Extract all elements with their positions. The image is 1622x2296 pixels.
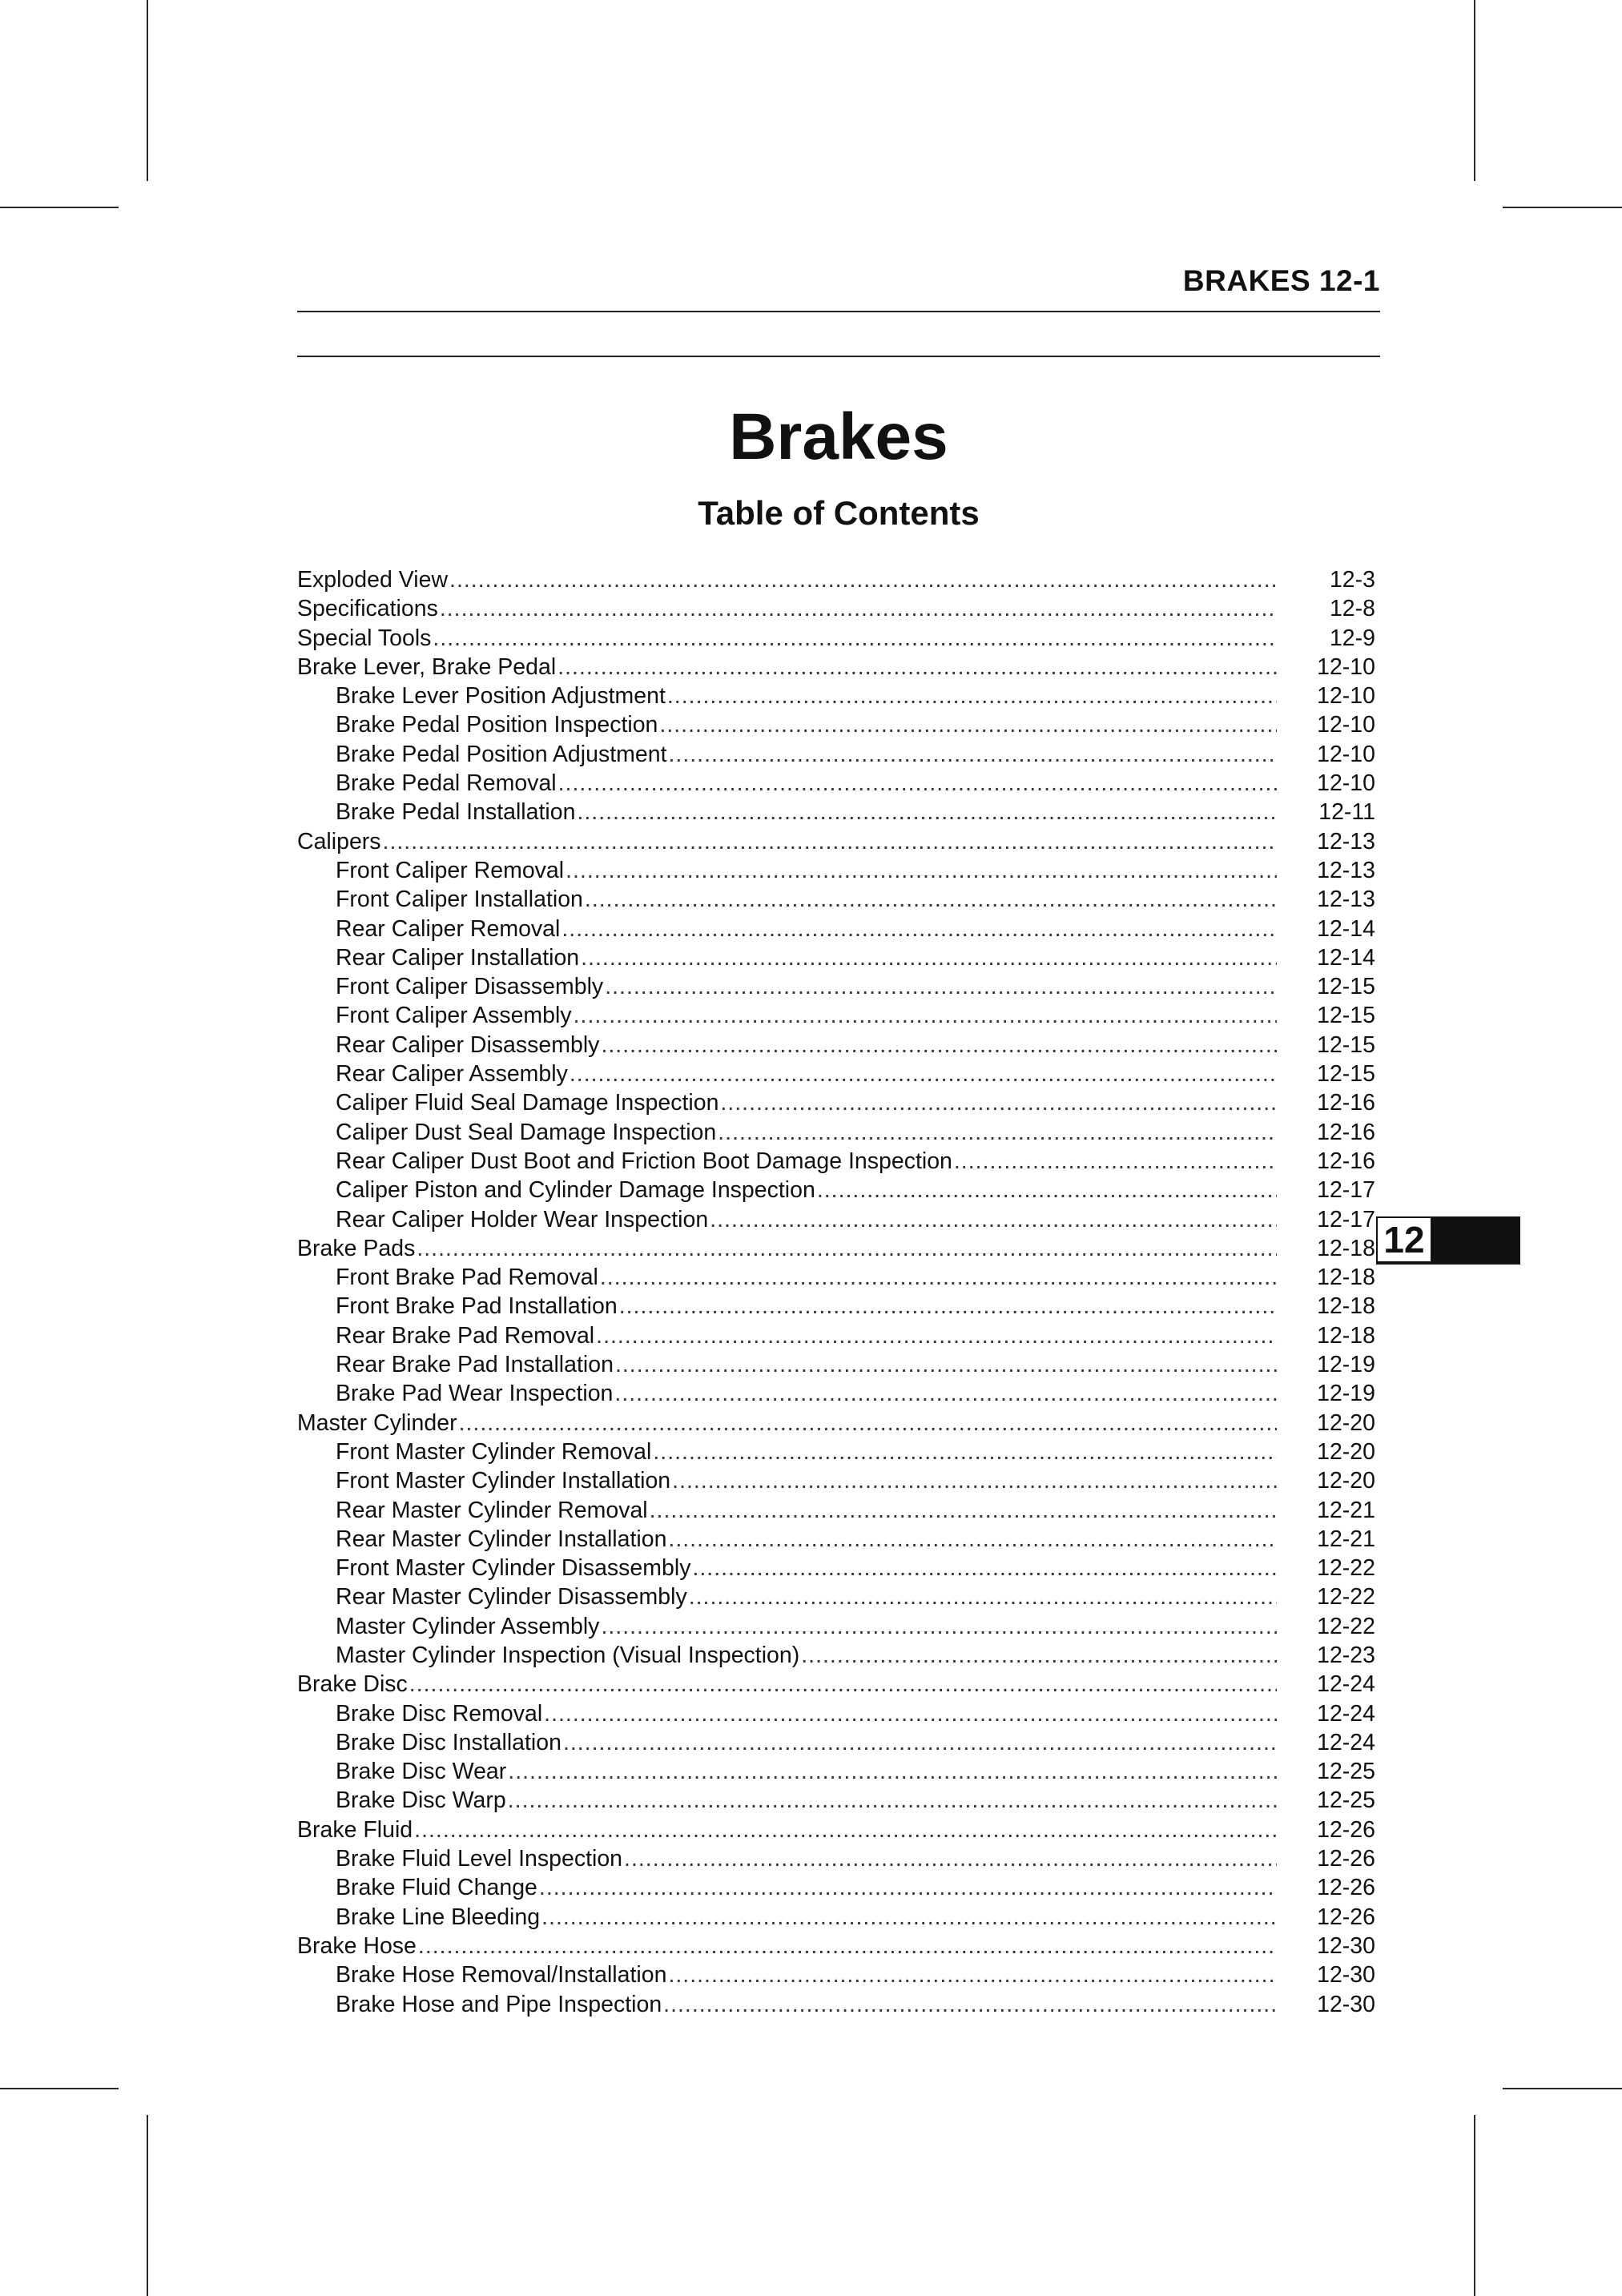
toc-entry-left bbox=[297, 1903, 1277, 1932]
toc-dot-leader bbox=[596, 1321, 1277, 1350]
toc-dot-leader bbox=[570, 1060, 1277, 1088]
toc-dot-leader bbox=[668, 1960, 1277, 1989]
toc-entry-page-number: 12-21 bbox=[1317, 1497, 1375, 1523]
toc-entry-left bbox=[297, 1641, 1277, 1670]
toc-entry[interactable] bbox=[297, 682, 1375, 710]
toc-entry-left bbox=[297, 856, 1277, 885]
toc-entry-label: Front Caliper Installation bbox=[336, 887, 583, 913]
toc-dot-leader bbox=[541, 1903, 1277, 1932]
toc-dot-leader bbox=[801, 1641, 1277, 1670]
toc-dot-leader bbox=[574, 1001, 1277, 1030]
toc-entry-label: Brake Pedal Installation bbox=[336, 799, 576, 826]
toc-entry-label: Rear Brake Pad Installation bbox=[336, 1352, 614, 1378]
toc-entry[interactable] bbox=[297, 1932, 1375, 1960]
toc-entry[interactable] bbox=[297, 915, 1375, 943]
toc-entry[interactable] bbox=[297, 827, 1375, 856]
toc-entry[interactable] bbox=[297, 943, 1375, 972]
toc-entry[interactable] bbox=[297, 1263, 1375, 1292]
toc-entry-left bbox=[297, 740, 1277, 769]
toc-entry[interactable] bbox=[297, 1728, 1375, 1757]
toc-entry-page-number: 12-10 bbox=[1317, 653, 1375, 680]
toc-entry-page-number: 12-30 bbox=[1317, 1991, 1375, 2017]
toc-entry-left bbox=[297, 827, 1277, 856]
toc-entry-label: Brake Fluid bbox=[297, 1816, 413, 1843]
toc-dot-leader bbox=[692, 1554, 1277, 1582]
toc-entry-left bbox=[297, 1844, 1277, 1873]
toc-dot-leader bbox=[605, 972, 1277, 1001]
toc-entry-label: Front Master Cylinder Disassembly bbox=[336, 1555, 691, 1582]
toc-entry-left bbox=[297, 1409, 1277, 1438]
toc-dot-leader bbox=[409, 1670, 1277, 1699]
toc-entry-label: Front Caliper Disassembly bbox=[336, 974, 604, 1000]
toc-entry[interactable] bbox=[297, 740, 1375, 769]
toc-entry[interactable] bbox=[297, 1960, 1375, 1989]
chapter-tab-label: 12 bbox=[1378, 1218, 1431, 1261]
toc-entry[interactable] bbox=[297, 1873, 1375, 1902]
toc-entry-page-number: 12-10 bbox=[1317, 770, 1375, 797]
page-title: Brakes bbox=[729, 400, 948, 473]
toc-entry-left bbox=[297, 1554, 1277, 1582]
toc-entry[interactable] bbox=[297, 769, 1375, 798]
toc-entry-page-number: 12-22 bbox=[1317, 1584, 1375, 1610]
chapter-tab bbox=[1376, 1216, 1520, 1265]
toc-entry-page-number: 12-22 bbox=[1317, 1613, 1375, 1639]
toc-entry-label: Caliper Dust Seal Damage Inspection bbox=[336, 1119, 717, 1145]
toc-entry[interactable] bbox=[297, 1844, 1375, 1873]
toc-dot-leader bbox=[650, 1496, 1277, 1525]
toc-entry-page-number: 12-24 bbox=[1317, 1671, 1375, 1698]
toc-entry-left bbox=[297, 972, 1277, 1001]
toc-entry[interactable] bbox=[297, 798, 1375, 826]
toc-entry-label: Special Tools bbox=[297, 625, 432, 651]
toc-dot-leader bbox=[718, 1118, 1277, 1147]
toc-entry[interactable] bbox=[297, 1438, 1375, 1466]
toc-entry-left bbox=[297, 710, 1277, 739]
toc-entry[interactable] bbox=[297, 1118, 1375, 1147]
toc-entry-label: Front Caliper Assembly bbox=[336, 1003, 572, 1029]
toc-entry[interactable] bbox=[297, 1031, 1375, 1060]
toc-entry-label: Brake Pedal Position Adjustment bbox=[336, 741, 667, 767]
toc-entry[interactable] bbox=[297, 1379, 1375, 1408]
toc-entry-page-number: 12-13 bbox=[1317, 828, 1375, 854]
toc-entry-page-number: 12-3 bbox=[1329, 567, 1375, 593]
toc-entry-label: Rear Master Cylinder Installation bbox=[336, 1526, 667, 1552]
toc-entry-label: Brake Disc Installation bbox=[336, 1729, 561, 1755]
toc-entry-page-number: 12-16 bbox=[1317, 1119, 1375, 1145]
toc-dot-leader bbox=[615, 1350, 1277, 1379]
toc-entry-left bbox=[297, 1990, 1277, 2019]
toc-entry-page-number: 12-17 bbox=[1317, 1206, 1375, 1232]
toc-dot-leader bbox=[624, 1844, 1277, 1873]
toc-entry-page-number: 12-20 bbox=[1317, 1468, 1375, 1494]
toc-entry-page-number: 12-10 bbox=[1317, 683, 1375, 710]
toc-dot-leader bbox=[417, 1234, 1277, 1263]
toc-entry-label: Front Master Cylinder Installation bbox=[336, 1468, 671, 1494]
toc-entry[interactable] bbox=[297, 1292, 1375, 1321]
crop-mark-bottom-left-vertical bbox=[147, 2115, 148, 2296]
toc-entry-left bbox=[297, 1438, 1277, 1466]
title-rule bbox=[297, 356, 1380, 357]
toc-entry[interactable] bbox=[297, 1350, 1375, 1379]
toc-dot-leader bbox=[414, 1815, 1277, 1844]
toc-dot-leader bbox=[663, 1990, 1277, 2019]
toc-entry-left bbox=[297, 1612, 1277, 1641]
toc-entry-left bbox=[297, 1321, 1277, 1350]
toc-entry-left bbox=[297, 1031, 1277, 1060]
toc-entry-left bbox=[297, 653, 1277, 682]
toc-dot-leader bbox=[508, 1757, 1277, 1786]
toc-entry-page-number: 12-20 bbox=[1317, 1438, 1375, 1465]
toc-entry[interactable] bbox=[297, 565, 1375, 594]
toc-entry-page-number: 12-18 bbox=[1317, 1235, 1375, 1261]
toc-entry-left bbox=[297, 885, 1277, 914]
toc-entry-page-number: 12-30 bbox=[1317, 1962, 1375, 1988]
toc-entry-left bbox=[297, 769, 1277, 798]
toc-entry-label: Rear Caliper Assembly bbox=[336, 1061, 568, 1088]
toc-entry[interactable] bbox=[297, 1496, 1375, 1525]
toc-entry-page-number: 12-13 bbox=[1317, 857, 1375, 883]
toc-entry-left bbox=[297, 798, 1277, 826]
toc-entry-label: Rear Caliper Dust Boot and Friction Boot Damage Inspection bbox=[336, 1148, 952, 1174]
toc-entry-page-number: 12-14 bbox=[1317, 944, 1375, 971]
toc-entry-left bbox=[297, 1176, 1277, 1204]
toc-entry-label: Rear Master Cylinder Removal bbox=[336, 1497, 648, 1523]
toc-entry-label: Master Cylinder Assembly bbox=[336, 1613, 600, 1639]
toc-entry-label: Master Cylinder bbox=[297, 1409, 457, 1436]
toc-entry[interactable] bbox=[297, 1466, 1375, 1495]
toc-dot-leader bbox=[669, 740, 1278, 769]
toc-entry-label: Front Caliper Removal bbox=[336, 857, 565, 883]
toc-entry-left bbox=[297, 1379, 1277, 1408]
toc-dot-leader bbox=[689, 1582, 1277, 1611]
toc-entry-label: Brake Disc Wear bbox=[336, 1759, 507, 1785]
toc-entry-page-number: 12-26 bbox=[1317, 1846, 1375, 1872]
crop-mark-bottom-right-vertical bbox=[1474, 2115, 1475, 2296]
toc-entry-page-number: 12-15 bbox=[1317, 1061, 1375, 1088]
toc-entry[interactable] bbox=[297, 1757, 1375, 1786]
toc-entry[interactable] bbox=[297, 1699, 1375, 1728]
toc-dot-leader bbox=[710, 1205, 1277, 1234]
toc-entry-label: Caliper Fluid Seal Damage Inspection bbox=[336, 1090, 719, 1116]
toc-dot-leader bbox=[577, 798, 1277, 826]
toc-entry-page-number: 12-26 bbox=[1317, 1875, 1375, 1901]
toc-entry-page-number: 12-13 bbox=[1317, 887, 1375, 913]
toc-entry-page-number: 12-8 bbox=[1329, 596, 1375, 622]
toc-entry[interactable] bbox=[297, 1147, 1375, 1176]
toc-entry-page-number: 12-18 bbox=[1317, 1293, 1375, 1320]
toc-entry-page-number: 12-17 bbox=[1317, 1177, 1375, 1204]
toc-dot-leader bbox=[565, 856, 1277, 885]
toc-entry-page-number: 12-24 bbox=[1317, 1700, 1375, 1727]
toc-entry-label: Brake Disc Removal bbox=[336, 1700, 543, 1727]
toc-dot-leader bbox=[585, 885, 1277, 914]
toc-dot-leader bbox=[667, 682, 1277, 710]
toc-entry-page-number: 12-25 bbox=[1317, 1759, 1375, 1785]
toc-dot-leader bbox=[954, 1147, 1277, 1176]
toc-entry-page-number: 12-10 bbox=[1317, 741, 1375, 767]
toc-entry[interactable] bbox=[297, 885, 1375, 914]
toc-entry[interactable] bbox=[297, 856, 1375, 885]
toc-entry-page-number: 12-9 bbox=[1329, 625, 1375, 651]
toc-entry-label: Brake Fluid Level Inspection bbox=[336, 1846, 623, 1872]
toc-entry-left bbox=[297, 1960, 1277, 1989]
toc-entry[interactable] bbox=[297, 1554, 1375, 1582]
toc-entry[interactable] bbox=[297, 1582, 1375, 1611]
toc-dot-leader bbox=[383, 827, 1277, 856]
toc-entry-page-number: 12-10 bbox=[1317, 712, 1375, 738]
toc-entry-page-number: 12-16 bbox=[1317, 1090, 1375, 1116]
toc-dot-leader bbox=[817, 1176, 1277, 1204]
toc-entry-left bbox=[297, 1350, 1277, 1379]
toc-entry[interactable] bbox=[297, 1815, 1375, 1844]
toc-entry-label: Brake Hose and Pipe Inspection bbox=[336, 1991, 662, 2017]
toc-entry-label: Calipers bbox=[297, 828, 381, 854]
toc-dot-leader bbox=[561, 915, 1277, 943]
toc-entry[interactable] bbox=[297, 1234, 1375, 1263]
toc-entry[interactable] bbox=[297, 1670, 1375, 1699]
toc-entry-left bbox=[297, 682, 1277, 710]
toc-entry-left bbox=[297, 1205, 1277, 1234]
crop-mark-top-left-horizontal bbox=[0, 207, 119, 208]
toc-dot-leader bbox=[440, 594, 1277, 623]
toc-entry[interactable] bbox=[297, 594, 1375, 623]
toc-entry[interactable] bbox=[297, 1205, 1375, 1234]
toc-entry-page-number: 12-11 bbox=[1318, 799, 1375, 826]
toc-entry[interactable] bbox=[297, 1990, 1375, 2019]
toc-entry-left bbox=[297, 1932, 1277, 1960]
toc-entry-left bbox=[297, 594, 1277, 623]
toc-dot-leader bbox=[653, 1438, 1277, 1466]
toc-entry-label: Exploded View bbox=[297, 567, 449, 593]
toc-entry-label: Brake Hose Removal/Installation bbox=[336, 1962, 667, 1988]
toc-entry[interactable] bbox=[297, 1409, 1375, 1438]
toc-entry-label: Front Brake Pad Installation bbox=[336, 1293, 618, 1320]
toc-entry-label: Brake Pads bbox=[297, 1235, 416, 1261]
toc-dot-leader bbox=[581, 943, 1277, 972]
toc-entry-page-number: 12-15 bbox=[1317, 1003, 1375, 1029]
toc-entry-left bbox=[297, 1292, 1277, 1321]
toc-entry[interactable] bbox=[297, 653, 1375, 682]
toc-entry-left bbox=[297, 1525, 1277, 1554]
toc-entry[interactable] bbox=[297, 1088, 1375, 1117]
toc-entry-label: Brake Pedal Removal bbox=[336, 770, 557, 797]
toc-entry-page-number: 12-18 bbox=[1317, 1265, 1375, 1291]
crop-mark-top-left-vertical bbox=[147, 0, 148, 181]
toc-entry-left bbox=[297, 1757, 1277, 1786]
toc-entry-page-number: 12-20 bbox=[1317, 1409, 1375, 1436]
toc-entry-left bbox=[297, 1699, 1277, 1728]
toc-entry-left bbox=[297, 1582, 1277, 1611]
toc-entry-left bbox=[297, 1118, 1277, 1147]
toc-entry-left bbox=[297, 1234, 1277, 1263]
toc-entry-page-number: 12-22 bbox=[1317, 1555, 1375, 1582]
toc-entry-label: Rear Brake Pad Removal bbox=[336, 1322, 595, 1349]
toc-entry-label: Front Master Cylinder Removal bbox=[336, 1438, 652, 1465]
toc-entry[interactable] bbox=[297, 972, 1375, 1001]
toc-entry[interactable] bbox=[297, 1321, 1375, 1350]
toc-entry-page-number: 12-30 bbox=[1317, 1932, 1375, 1959]
toc-entry-label: Brake Lever Position Adjustment bbox=[336, 683, 666, 710]
toc-entry-page-number: 12-21 bbox=[1317, 1526, 1375, 1552]
toc-entry-page-number: 12-19 bbox=[1317, 1352, 1375, 1378]
toc-dot-leader bbox=[563, 1728, 1277, 1757]
toc-entry-left bbox=[297, 1815, 1277, 1844]
toc-entry-left bbox=[297, 915, 1277, 943]
toc-entry-page-number: 12-15 bbox=[1317, 1031, 1375, 1058]
toc-entry-left bbox=[297, 1001, 1277, 1030]
toc-entry-page-number: 12-25 bbox=[1317, 1787, 1375, 1814]
toc-entry[interactable] bbox=[297, 1176, 1375, 1204]
header-rule bbox=[297, 311, 1380, 312]
toc-entry[interactable] bbox=[297, 1001, 1375, 1030]
toc-entry-label: Specifications bbox=[297, 596, 438, 622]
toc-entry-page-number: 12-16 bbox=[1317, 1148, 1375, 1174]
toc-entry-page-number: 12-18 bbox=[1317, 1322, 1375, 1349]
toc-entry-left bbox=[297, 1263, 1277, 1292]
toc-entry-left bbox=[297, 1466, 1277, 1495]
toc-entry-page-number: 12-23 bbox=[1317, 1642, 1375, 1668]
toc-entry-label: Brake Hose bbox=[297, 1932, 417, 1959]
toc-entry-label: Rear Caliper Holder Wear Inspection bbox=[336, 1206, 709, 1232]
crop-mark-bottom-right-horizontal bbox=[1503, 2088, 1622, 2089]
toc-dot-leader bbox=[601, 1031, 1277, 1060]
toc-dot-leader bbox=[601, 1612, 1277, 1641]
toc-entry[interactable] bbox=[297, 1903, 1375, 1932]
toc-entry-label: Rear Caliper Disassembly bbox=[336, 1031, 600, 1058]
toc-entry-label: Brake Pad Wear Inspection bbox=[336, 1381, 614, 1407]
running-head: BRAKES 12-1 bbox=[1182, 264, 1380, 297]
toc-entry[interactable] bbox=[297, 1612, 1375, 1641]
toc-entry-page-number: 12-15 bbox=[1317, 974, 1375, 1000]
toc-dot-leader bbox=[433, 624, 1277, 653]
toc-entry-left bbox=[297, 1728, 1277, 1757]
toc-dot-leader bbox=[449, 565, 1277, 594]
toc-dot-leader bbox=[659, 710, 1277, 739]
toc-entry-label: Brake Pedal Position Inspection bbox=[336, 712, 658, 738]
toc-dot-leader bbox=[668, 1525, 1277, 1554]
toc-entry-label: Rear Master Cylinder Disassembly bbox=[336, 1584, 687, 1610]
toc-entry-page-number: 12-19 bbox=[1317, 1381, 1375, 1407]
toc-entry-label: Brake Fluid Change bbox=[336, 1875, 537, 1901]
toc-entry-left bbox=[297, 1088, 1277, 1117]
toc-entry-label: Rear Caliper Removal bbox=[336, 915, 561, 942]
toc-dot-leader bbox=[557, 653, 1277, 682]
toc-entry-page-number: 12-26 bbox=[1317, 1904, 1375, 1930]
toc-entry[interactable] bbox=[297, 1786, 1375, 1815]
toc-dot-leader bbox=[459, 1409, 1277, 1438]
toc-entry[interactable] bbox=[297, 1525, 1375, 1554]
toc-entry-label: Front Brake Pad Removal bbox=[336, 1265, 598, 1291]
toc-entry[interactable] bbox=[297, 710, 1375, 739]
toc-entry-left bbox=[297, 1786, 1277, 1815]
toc-entry[interactable] bbox=[297, 1641, 1375, 1670]
toc-entry-left bbox=[297, 1670, 1277, 1699]
toc-entry-left bbox=[297, 1496, 1277, 1525]
toc-entry[interactable] bbox=[297, 1060, 1375, 1088]
table-of-contents bbox=[297, 565, 1375, 2019]
toc-entry-page-number: 12-24 bbox=[1317, 1729, 1375, 1755]
toc-dot-leader bbox=[672, 1466, 1277, 1495]
toc-entry-label: Master Cylinder Inspection (Visual Inspection) bbox=[336, 1642, 800, 1668]
toc-entry-label: Brake Disc bbox=[297, 1671, 408, 1698]
crop-mark-top-right-vertical bbox=[1474, 0, 1475, 181]
crop-mark-bottom-left-horizontal bbox=[0, 2088, 119, 2089]
toc-entry[interactable] bbox=[297, 624, 1375, 653]
toc-entry-left bbox=[297, 1060, 1277, 1088]
toc-entry-label: Brake Disc Warp bbox=[336, 1787, 506, 1814]
toc-dot-leader bbox=[614, 1379, 1277, 1408]
toc-dot-leader bbox=[720, 1088, 1277, 1117]
page-subtitle: Table of Contents bbox=[698, 494, 980, 532]
toc-dot-leader bbox=[539, 1873, 1277, 1902]
toc-entry-label: Caliper Piston and Cylinder Damage Inspection bbox=[336, 1177, 815, 1204]
toc-entry-page-number: 12-14 bbox=[1317, 915, 1375, 942]
toc-dot-leader bbox=[558, 769, 1277, 798]
toc-dot-leader bbox=[619, 1292, 1277, 1321]
toc-entry-label: Brake Lever, Brake Pedal bbox=[297, 653, 557, 680]
toc-entry-left bbox=[297, 565, 1277, 594]
toc-dot-leader bbox=[418, 1932, 1277, 1960]
toc-entry-left bbox=[297, 943, 1277, 972]
toc-dot-leader bbox=[508, 1786, 1277, 1815]
toc-entry-label: Brake Line Bleeding bbox=[336, 1904, 541, 1930]
crop-mark-top-right-horizontal bbox=[1503, 207, 1622, 208]
toc-entry-left bbox=[297, 1147, 1277, 1176]
toc-entry-page-number: 12-26 bbox=[1317, 1816, 1375, 1843]
toc-entry-left bbox=[297, 624, 1277, 653]
toc-entry-label: Rear Caliper Installation bbox=[336, 944, 580, 971]
toc-entry-left bbox=[297, 1873, 1277, 1902]
toc-dot-leader bbox=[600, 1263, 1277, 1292]
toc-dot-leader bbox=[544, 1699, 1277, 1728]
